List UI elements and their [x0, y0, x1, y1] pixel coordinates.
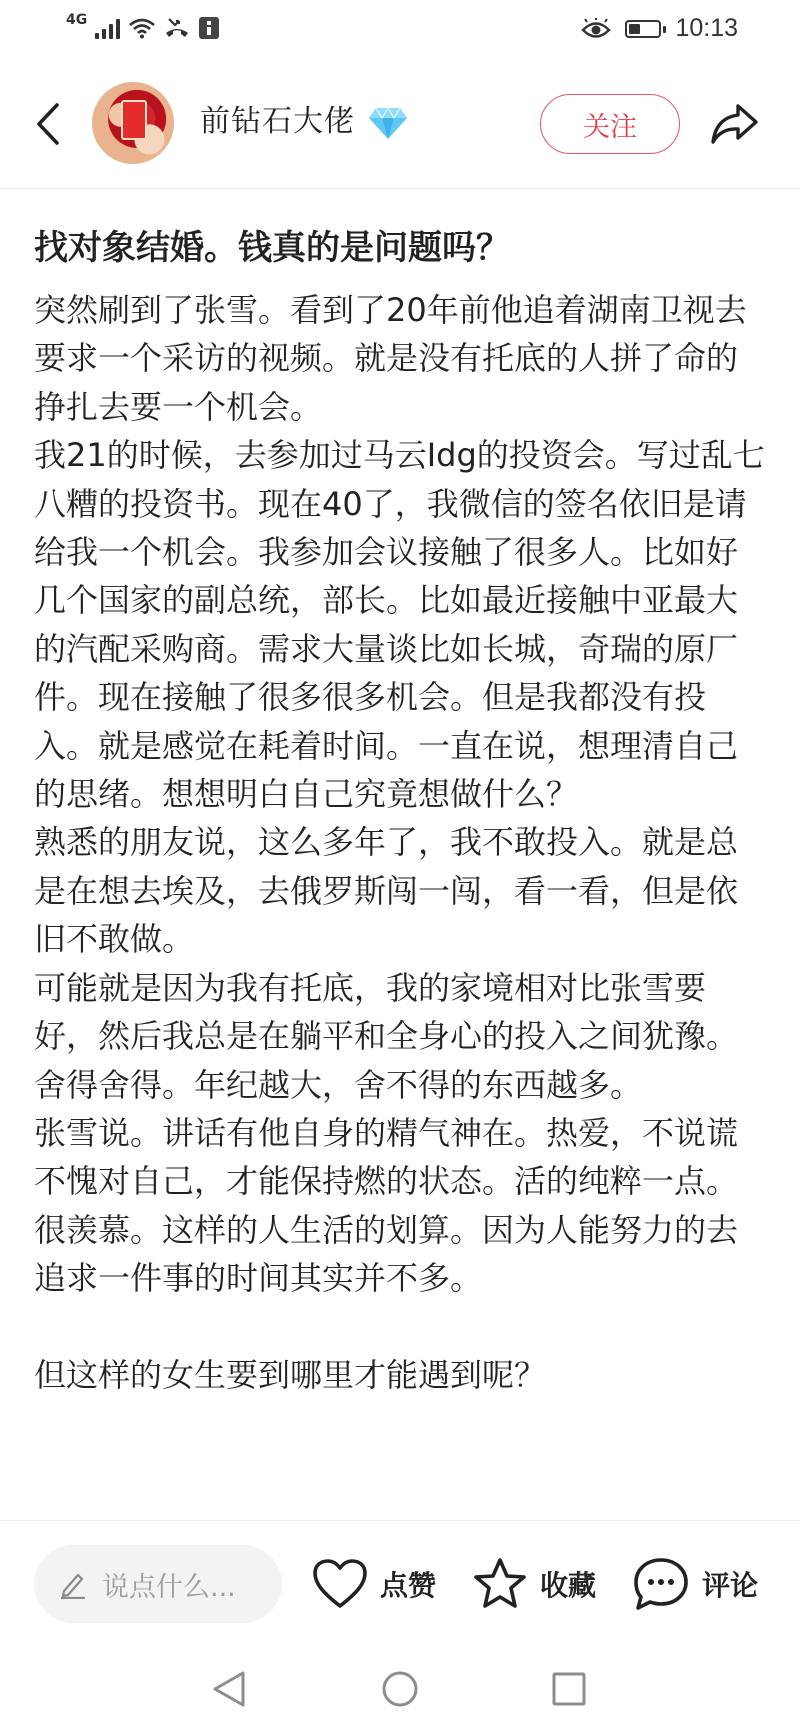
nav-home-button[interactable] — [375, 1664, 425, 1714]
wifi-icon — [128, 17, 156, 39]
post-title: 找对象结婚。钱真的是问题吗？ — [34, 228, 510, 268]
battery-icon — [625, 20, 661, 38]
comment-placeholder: 说点什么... — [102, 1571, 236, 1603]
post-paragraph: 突然刷到了张雪。看到了20年前他追着湖南卫视去要求一个采访的视频。就是没有托底的人拼了命的挣扎去要一个机会。 — [34, 291, 747, 426]
battery-fill — [629, 24, 640, 34]
heart-icon — [312, 1558, 368, 1610]
comment-label: 评论 — [702, 1569, 759, 1602]
back-arrow-icon — [35, 102, 61, 146]
pencil-icon — [58, 1569, 88, 1599]
status-bar — [0, 0, 800, 62]
diamond-icon — [368, 106, 408, 140]
comment-bubble-icon — [632, 1556, 690, 1612]
collect-button[interactable] — [472, 1545, 596, 1623]
back-button[interactable] — [26, 98, 70, 150]
like-label: 点赞 — [380, 1569, 437, 1602]
eye-comfort-icon — [581, 18, 611, 40]
system-nav-bar — [0, 1646, 800, 1733]
clock-time: 10:13 — [675, 14, 738, 42]
collect-label: 收藏 — [540, 1569, 597, 1602]
star-icon — [472, 1557, 528, 1611]
share-button[interactable] — [706, 98, 762, 150]
post-paragraph: 但这样的女生要到哪里才能遇到呢？ — [34, 1355, 547, 1394]
post-paragraph: 熟悉的朋友说，这么多年了，我不敢投入。就是总是在想去埃及，去俄罗斯闯一闯，看一看，但是依旧不敢做。 — [34, 823, 739, 959]
follow-button[interactable]: 关注 — [540, 94, 680, 154]
nav-recents-button[interactable] — [544, 1664, 594, 1714]
status-left — [66, 12, 220, 40]
nav-back-button[interactable] — [204, 1664, 254, 1714]
post-paragraph-blank — [34, 1303, 766, 1351]
bottom-action-bar — [0, 1520, 800, 1647]
username[interactable]: 前钻石大佬 — [200, 104, 355, 139]
avatar[interactable] — [92, 82, 174, 164]
signal-icon — [95, 17, 120, 39]
nav-home-icon — [380, 1669, 420, 1709]
avatar-product-box — [121, 100, 147, 140]
missed-call-icon — [164, 16, 190, 40]
status-right — [581, 14, 738, 43]
post-paragraph: 可能就是因为我有托底，我的家境相对比张雪要好，然后我总是在躺平和全身心的投入之间犹豫。舍得舍得。年纪越大，舍不得的东西越多。 — [34, 968, 739, 1104]
nav-back-icon — [211, 1669, 247, 1709]
notification-icon — [198, 16, 220, 40]
post-body — [34, 286, 766, 1399]
post-paragraph: 张雪说。讲话有他自身的精气神在。热爱，不说谎不愧对自己，才能保持燃的状态。活的纯粹一点。很羡慕。这样的人生活的划算。因为人能努力的去追求一件事的时间其实并不多。 — [34, 1113, 739, 1298]
network-type: 4G — [66, 12, 88, 28]
comment-input[interactable] — [34, 1545, 282, 1623]
comment-button[interactable] — [632, 1545, 758, 1623]
post-paragraph: 我21的时候，去参加过马云Idg的投资会。写过乱七八糟的投资书。现在40了，我微信的签名依旧是请给我一个机会。我参加会议接触了很多人。比如好几个国家的副总统，部长。比如最近接触中亚最大的汽配采购商。需求大量谈比如长城，奇瑞的原厂件。现在接触了很多很多机会。但是我都没有投入。就是感觉在耗着时间。一直在说，想理清自己的思绪。想想明白自己究竟想做什么？ — [34, 436, 765, 814]
nav-recents-icon — [550, 1670, 588, 1708]
share-icon — [709, 102, 759, 146]
post-header — [0, 62, 800, 189]
like-button[interactable] — [312, 1545, 436, 1623]
